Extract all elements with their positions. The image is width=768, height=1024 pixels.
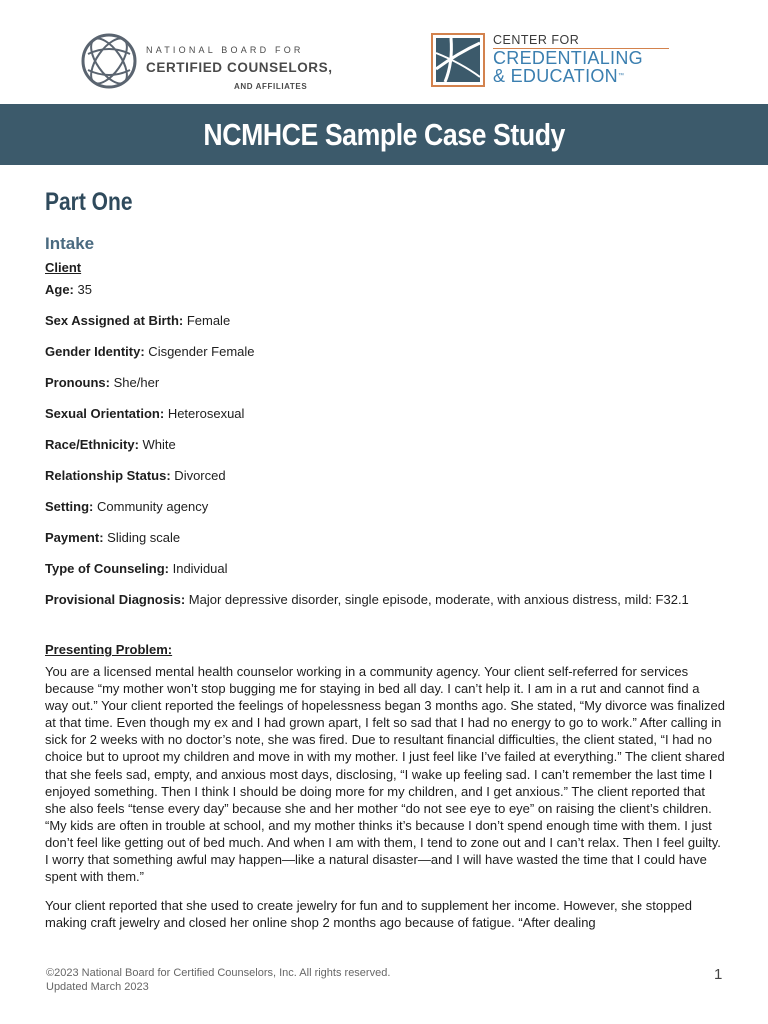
title-banner — [0, 104, 768, 165]
footer-updated: Updated March 2023 — [46, 980, 149, 993]
section-heading: Intake — [45, 234, 95, 253]
field-relationship-status — [45, 468, 725, 484]
field-label: Pronouns: — [45, 375, 110, 390]
part-heading: Part One — [45, 188, 133, 216]
field-value: Sliding scale — [103, 530, 181, 545]
cce-logo-line1: CENTER FOR — [493, 33, 580, 47]
field-value: Individual — [168, 561, 228, 576]
presenting-problem-paragraph-2: Your client reported that she used to create jewelry for fun and to supplement her income. However, she stopped making craft jewelry and closed her online shop 2 months ago because of fatigue. “After dealing — [45, 898, 693, 931]
cce-logo — [431, 33, 691, 89]
field-value: Major depressive disorder, single episode, moderate, with anxious distress, mild: F32.1 — [185, 592, 689, 607]
field-value: Heterosexual — [164, 406, 245, 421]
field-label: Setting: — [45, 499, 94, 514]
field-value: White — [138, 437, 176, 452]
field-label: Type of Counseling: — [45, 561, 169, 576]
nbcc-logo — [80, 30, 333, 94]
cce-logo-line3-text: & EDUCATION — [493, 66, 618, 86]
field-setting — [45, 499, 725, 515]
field-label: Age: — [45, 282, 74, 297]
field-label: Provisional Diagnosis: — [45, 592, 186, 607]
nbcc-globe-icon — [80, 32, 138, 90]
field-value: She/her — [110, 375, 160, 390]
page-title: NCMHCE Sample Case Study — [203, 116, 565, 152]
field-value: Female — [183, 313, 231, 328]
field-value: Cisgender Female — [144, 344, 255, 359]
field-label: Race/Ethnicity: — [45, 437, 139, 452]
field-gender-identity — [45, 344, 725, 360]
cce-logo-line2: CREDENTIALING — [493, 48, 643, 68]
presenting-problem-paragraph-1: You are a licensed mental health counselor working in a community agency. Your client self-referred for services because “my mother won’t stop bugging me for staying in bed all day. I can’t help it. I am in a rut and cannot find a way out.” Your client reported the feelings of hopelessness began 3 months ago. She stated, “My divorce was finalized at that time. Even though my ex and I had grown apart, I felt so sad that I had no energy to go to work.” After calling in sick for 2 weeks with no doctor’s note, she was fired. Due to resultant financial difficulties, the client stated, “I had no choice but to uproot my children and move in with my mother. I just feel like I’ve failed at everything.” The client shared that she feels sad, empty, and anxious most days, disclosing, “I wake up feeling sad. I can’t remember the last time I enjoyed something. Then I think I should be doing more for my children, and I get anxious.” The client reported that she also feels “tense every day” because she and her mother “do not see eye to eye” on raising the client’s children. “My kids are often in trouble at school, and my mother thinks it’s because I don’t spend enough time with them. I just don’t feel like getting out of bed much. And when I am with them, I tend to zone out and I can’t relax. Then I feel guilty. I worry that something awful may happen—like a natural disaster—and I will have wasted the time that I could have spent with them.” — [45, 664, 726, 885]
field-label: Payment: — [45, 530, 104, 545]
page-footer — [46, 967, 726, 994]
page-header — [0, 0, 768, 104]
field-type-of-counseling — [45, 561, 725, 577]
footer-copyright: ©2023 National Board for Certified Counselors, Inc. All rights reserved. — [46, 967, 391, 979]
nbcc-logo-line3: AND AFFILIATES — [234, 82, 308, 91]
cce-trademark: ™ — [617, 73, 625, 79]
field-label: Gender Identity: — [45, 344, 145, 359]
field-age — [45, 282, 725, 298]
field-payment — [45, 530, 725, 546]
nbcc-logo-line1: NATIONAL BOARD FOR — [146, 45, 304, 55]
field-value: Divorced — [170, 468, 226, 483]
client-label: Client — [45, 260, 82, 275]
field-sexual-orientation — [45, 406, 725, 422]
field-label: Sexual Orientation: — [45, 406, 165, 421]
field-sex-assigned — [45, 313, 725, 329]
field-value: 35 — [73, 282, 92, 297]
cce-emblem-icon — [431, 33, 485, 87]
field-race-ethnicity — [45, 437, 725, 453]
field-pronouns — [45, 375, 725, 391]
cce-logo-line3 — [493, 67, 624, 85]
field-provisional-diagnosis — [45, 592, 725, 608]
nbcc-logo-line2: CERTIFIED COUNSELORS, — [146, 60, 333, 75]
page-number: 1 — [714, 966, 723, 983]
field-value: Community agency — [93, 499, 209, 514]
client-fields — [45, 282, 725, 608]
document-body — [45, 180, 725, 931]
presenting-problem-label: Presenting Problem: — [45, 642, 173, 657]
field-label: Sex Assigned at Birth: — [45, 313, 184, 328]
field-label: Relationship Status: — [45, 468, 171, 483]
